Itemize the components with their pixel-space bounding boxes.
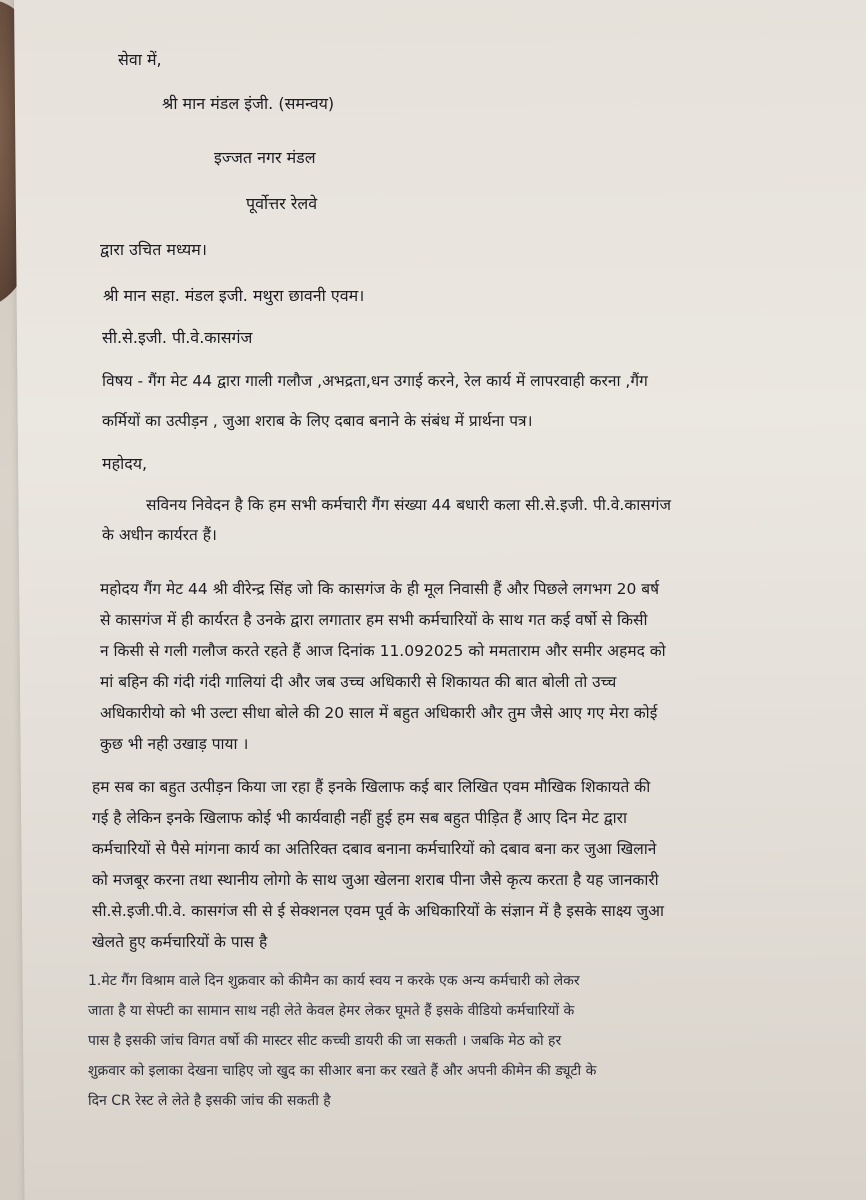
through-officer-1: श्री मान सहा. मंडल इजी. मथुरा छावनी एवम। [103,286,365,305]
through-officer-2: सी.से.इजी. पी.वे.कासगंज [102,328,253,347]
subject-line-1: विषय - गैंग मेट 44 द्वारा गाली गलौज ,अभद्रता,धन उगाई करने, रेल कार्य में लापरवाही करना ,गैंग [102,372,648,390]
point-1 [88,966,596,1116]
greeting: महोदय, [102,454,148,473]
point1-line: दिन CR रेस्ट ले लेते है इसकी जांच की सकती है [88,1093,331,1109]
para2-line: महोदय गैंग मेट 44 श्री वीरेन्द्र सिंह जो कि कासगंज के ही मूल निवासी हैं और पिछले लगभग 20 बर्ष [100,580,660,598]
subject-line-2: कर्मियों का उत्पीड़न , जुआ शराब के लिए दबाव बनाने के संबंध में प्रार्थना पत्र। [102,412,533,430]
addressee-line-2: इज्जत नगर मंडल [214,148,316,167]
addressee-line-3: पूर्वोत्तर रेलवे [246,194,318,213]
para2-line: अधिकारीयो को भी उल्टा सीधा बोले की 20 साल में बहुत अधिकारी और तुम जैसे आए गए मेरा कोई [100,704,658,722]
point1-line: पास है इसकी जांच विगत वर्षो की मास्टर सीट कच्ची डायरी की जा सकती । जबकि मेठ को हर [88,1033,562,1049]
addressee-line-1: श्री मान मंडल इंजी. (समन्वय) [162,94,335,113]
para2-line: न किसी से गली गलौज करते रहते हैं आज दिनांक 11.092025 को ममताराम और समीर अहमद को [100,642,666,660]
para3-line: सी.से.इजी.पी.वे. कासगंज सी से ई सेक्शनल एवम पूर्व के अधिकारियों के संज्ञान में है इसके साक्ष्य जुआ [92,902,664,920]
para3-line: गई है लेकिन इनके खिलाफ कोई भी कार्यवाही नहीं हुई हम सब बहुत पीड़ित हैं आए दिन मेट द्वारा [92,809,628,827]
para3-line: खेलते हुए कर्मचारियों के पास है [92,933,268,951]
through-line: द्वारा उचित मध्यम। [100,240,207,259]
para3 [92,772,664,958]
salutation-to: सेवा में, [118,50,162,69]
para2-line: कुछ भी नही उखाड़ पाया । [100,735,249,753]
point1-line: शुक्रवार को इलाका देखना चाहिए जो खुद का सीआर बना कर रखते हैं और अपनी कीमेन की ड्यूटी के [88,1063,597,1079]
para2-line: मां बहिन की गंदी गंदी गालियां दी और जब उच्च अधिकारी से शिकायत की बात बोली तो उच्च [100,673,617,691]
para3-line: हम सब का बहुत उत्पीड़न किया जा रहा हैं इनके खिलाफ कई बार लिखित एवम मौखिक शिकायते की [92,778,651,796]
para2-line: से कासगंज में ही कार्यरत है उनके द्वारा लगातार हम सभी कर्मचारियों के साथ गत कई वर्षो से किसी [100,611,648,629]
para1-line-2: के अधीन कार्यरत हैं। [102,526,217,544]
para3-line: कर्मचारियों से पैसे मांगना कार्य का अतिरिक्त दबाव बनाना कर्मचारियों को दबाव बना कर जुआ खिलाने [92,840,657,858]
para2 [100,574,666,760]
point1-line: 1.मेट गैंग विश्राम वाले दिन शुक्रवार को कीमैन का कार्य स्वय न करके एक अन्य कर्मचारी को लेकर [88,973,580,989]
point1-line: जाता है या सेफ्टी का सामान साथ नही लेते केवल हेमर लेकर घूमते हैं इसके वीडियो कर्मचारियों के [88,1003,575,1019]
para1-line-1: सविनय निवेदन है कि हम सभी कर्मचारी गैंग संख्या 44 बधारी कला सी.से.इजी. पी.वे.कासगंज [146,496,671,514]
para3-line: को मजबूर करना तथा स्थानीय लोगो के साथ जुआ खेलना शराब पीना जैसे कृत्य करता है यह जानकारी [92,871,659,889]
